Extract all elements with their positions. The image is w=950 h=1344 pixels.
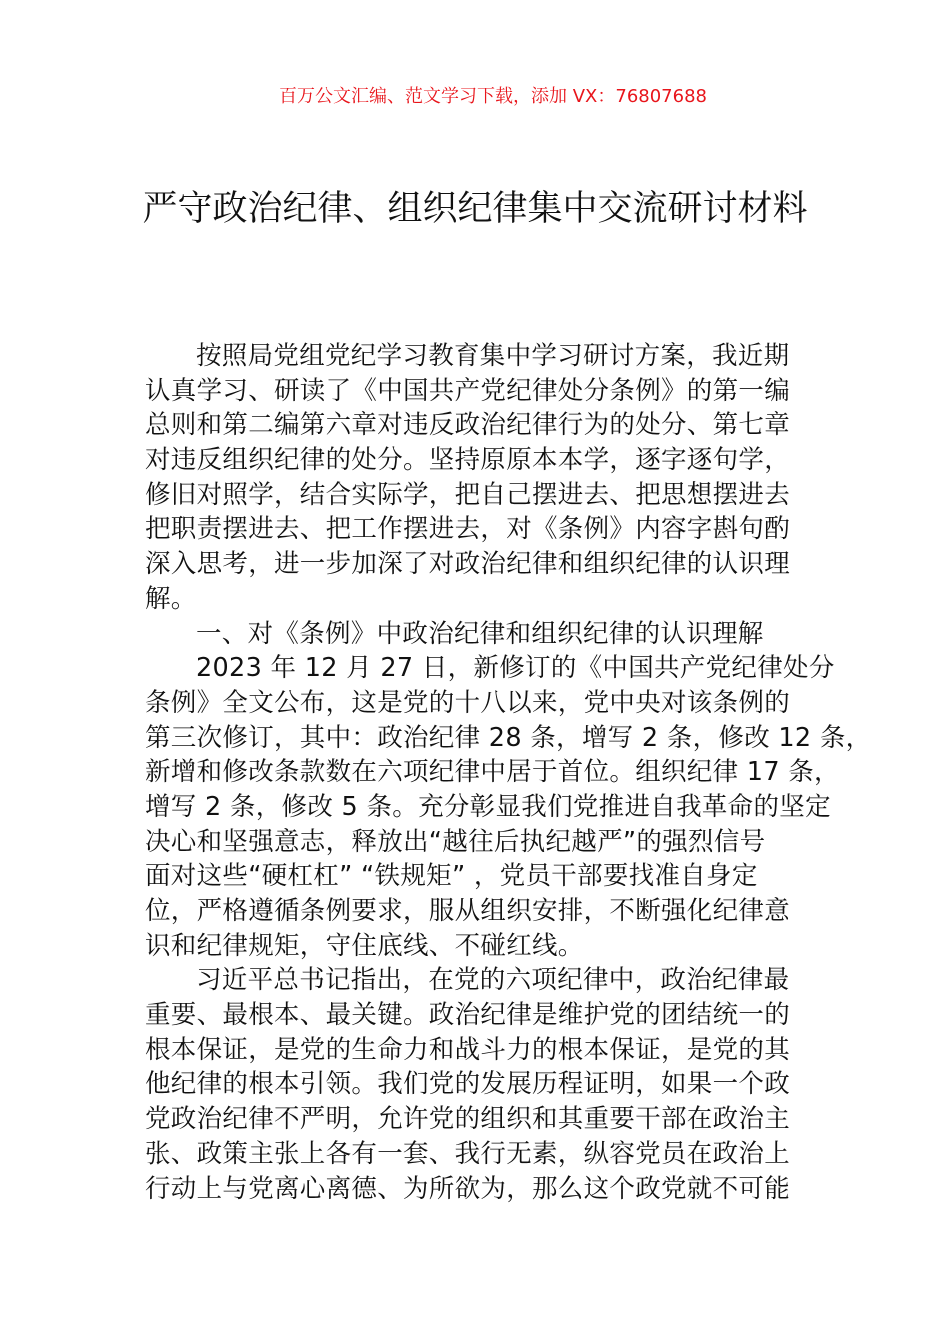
text-line: 他纪律的根本引领。我们党的发展历程证明，如果一个政: [145, 1069, 791, 1100]
text-line: 按照局党组党纪学习教育集中学习研讨方案，我近期: [196, 341, 790, 371]
text-line: 习近平总书记指出，在党的六项纪律中，政治纪律最: [196, 965, 790, 996]
paragraph: [145, 963, 845, 1206]
text-line: 位，严格遵循条例要求，服从组织安排，不断强化纪律意: [145, 896, 791, 926]
document-body: [145, 339, 872, 1206]
text-line: 根本保证，是党的生命力和战斗力的根本保证，是党的其: [145, 1034, 791, 1065]
paragraph: [145, 339, 845, 617]
text-line: 面对这些“硬杠杠” “铁规矩” ，党员干部要找准自身定: [145, 861, 758, 892]
text-line: 认真学习、研读了《中国共产党纪律处分条例》的第一编: [145, 375, 791, 406]
paragraph: [145, 651, 872, 963]
text-line: 行动上与党离心离德、为所欲为，那么这个政党就不可能: [145, 1173, 791, 1204]
text-line: 解。: [145, 583, 197, 614]
text-line: 决心和坚强意志，释放出“越往后执纪越严”的强烈信号: [145, 826, 766, 857]
text-line: 总则和第二编第六章对违反政治纪律行为的处分、第七章: [145, 410, 791, 441]
document-title: 严守政治纪律、组织纪律集中交流研讨材料: [142, 189, 808, 229]
text-line: 党政治纪律不严明，允许党的组织和其重要干部在政治主: [145, 1104, 791, 1135]
text-line: 2023 年 12 月 27 日，新修订的《中国共产党纪律处分: [196, 653, 835, 684]
watermark-banner: 百万公文汇编、范文学习下载，添加 VX：76807688: [279, 86, 707, 107]
section-heading: [145, 617, 845, 652]
text-line: 第三次修订，其中：政治纪律 28 条，增写 2 条，修改 12 条，: [145, 722, 872, 753]
text-line: 增写 2 条，修改 5 条。充分彰显我们党推进自我革命的坚定: [145, 791, 831, 822]
text-line: 把职责摆进去、把工作摆进去，对《条例》内容字斟句酌: [145, 514, 791, 545]
text-line: 重要、最根本、最关键。政治纪律是维护党的团结统一的: [145, 1000, 791, 1031]
text-line: 对违反组织纪律的处分。坚持原原本本学，逐字逐句学，: [145, 445, 791, 476]
text-line: 修旧对照学，结合实际学，把自己摆进去、把思想摆进去: [145, 479, 791, 510]
text-line: 条例》全文公布，这是党的十八以来，党中央对该条例的: [145, 687, 791, 718]
text-line: 新增和修改条款数在六项纪律中居于首位。组织纪律 17 条，: [145, 757, 840, 788]
text-line: 深入思考，进一步加深了对政治纪律和组织纪律的认识理: [145, 549, 791, 580]
text-line: 张、政策主张上各有一套、我行无素，纵容党员在政治上: [145, 1138, 791, 1169]
text-line: 一、对《条例》中政治纪律和组织纪律的认识理解: [196, 618, 764, 649]
text-line: 识和纪律规矩，守住底线、不碰红线。: [145, 930, 584, 961]
